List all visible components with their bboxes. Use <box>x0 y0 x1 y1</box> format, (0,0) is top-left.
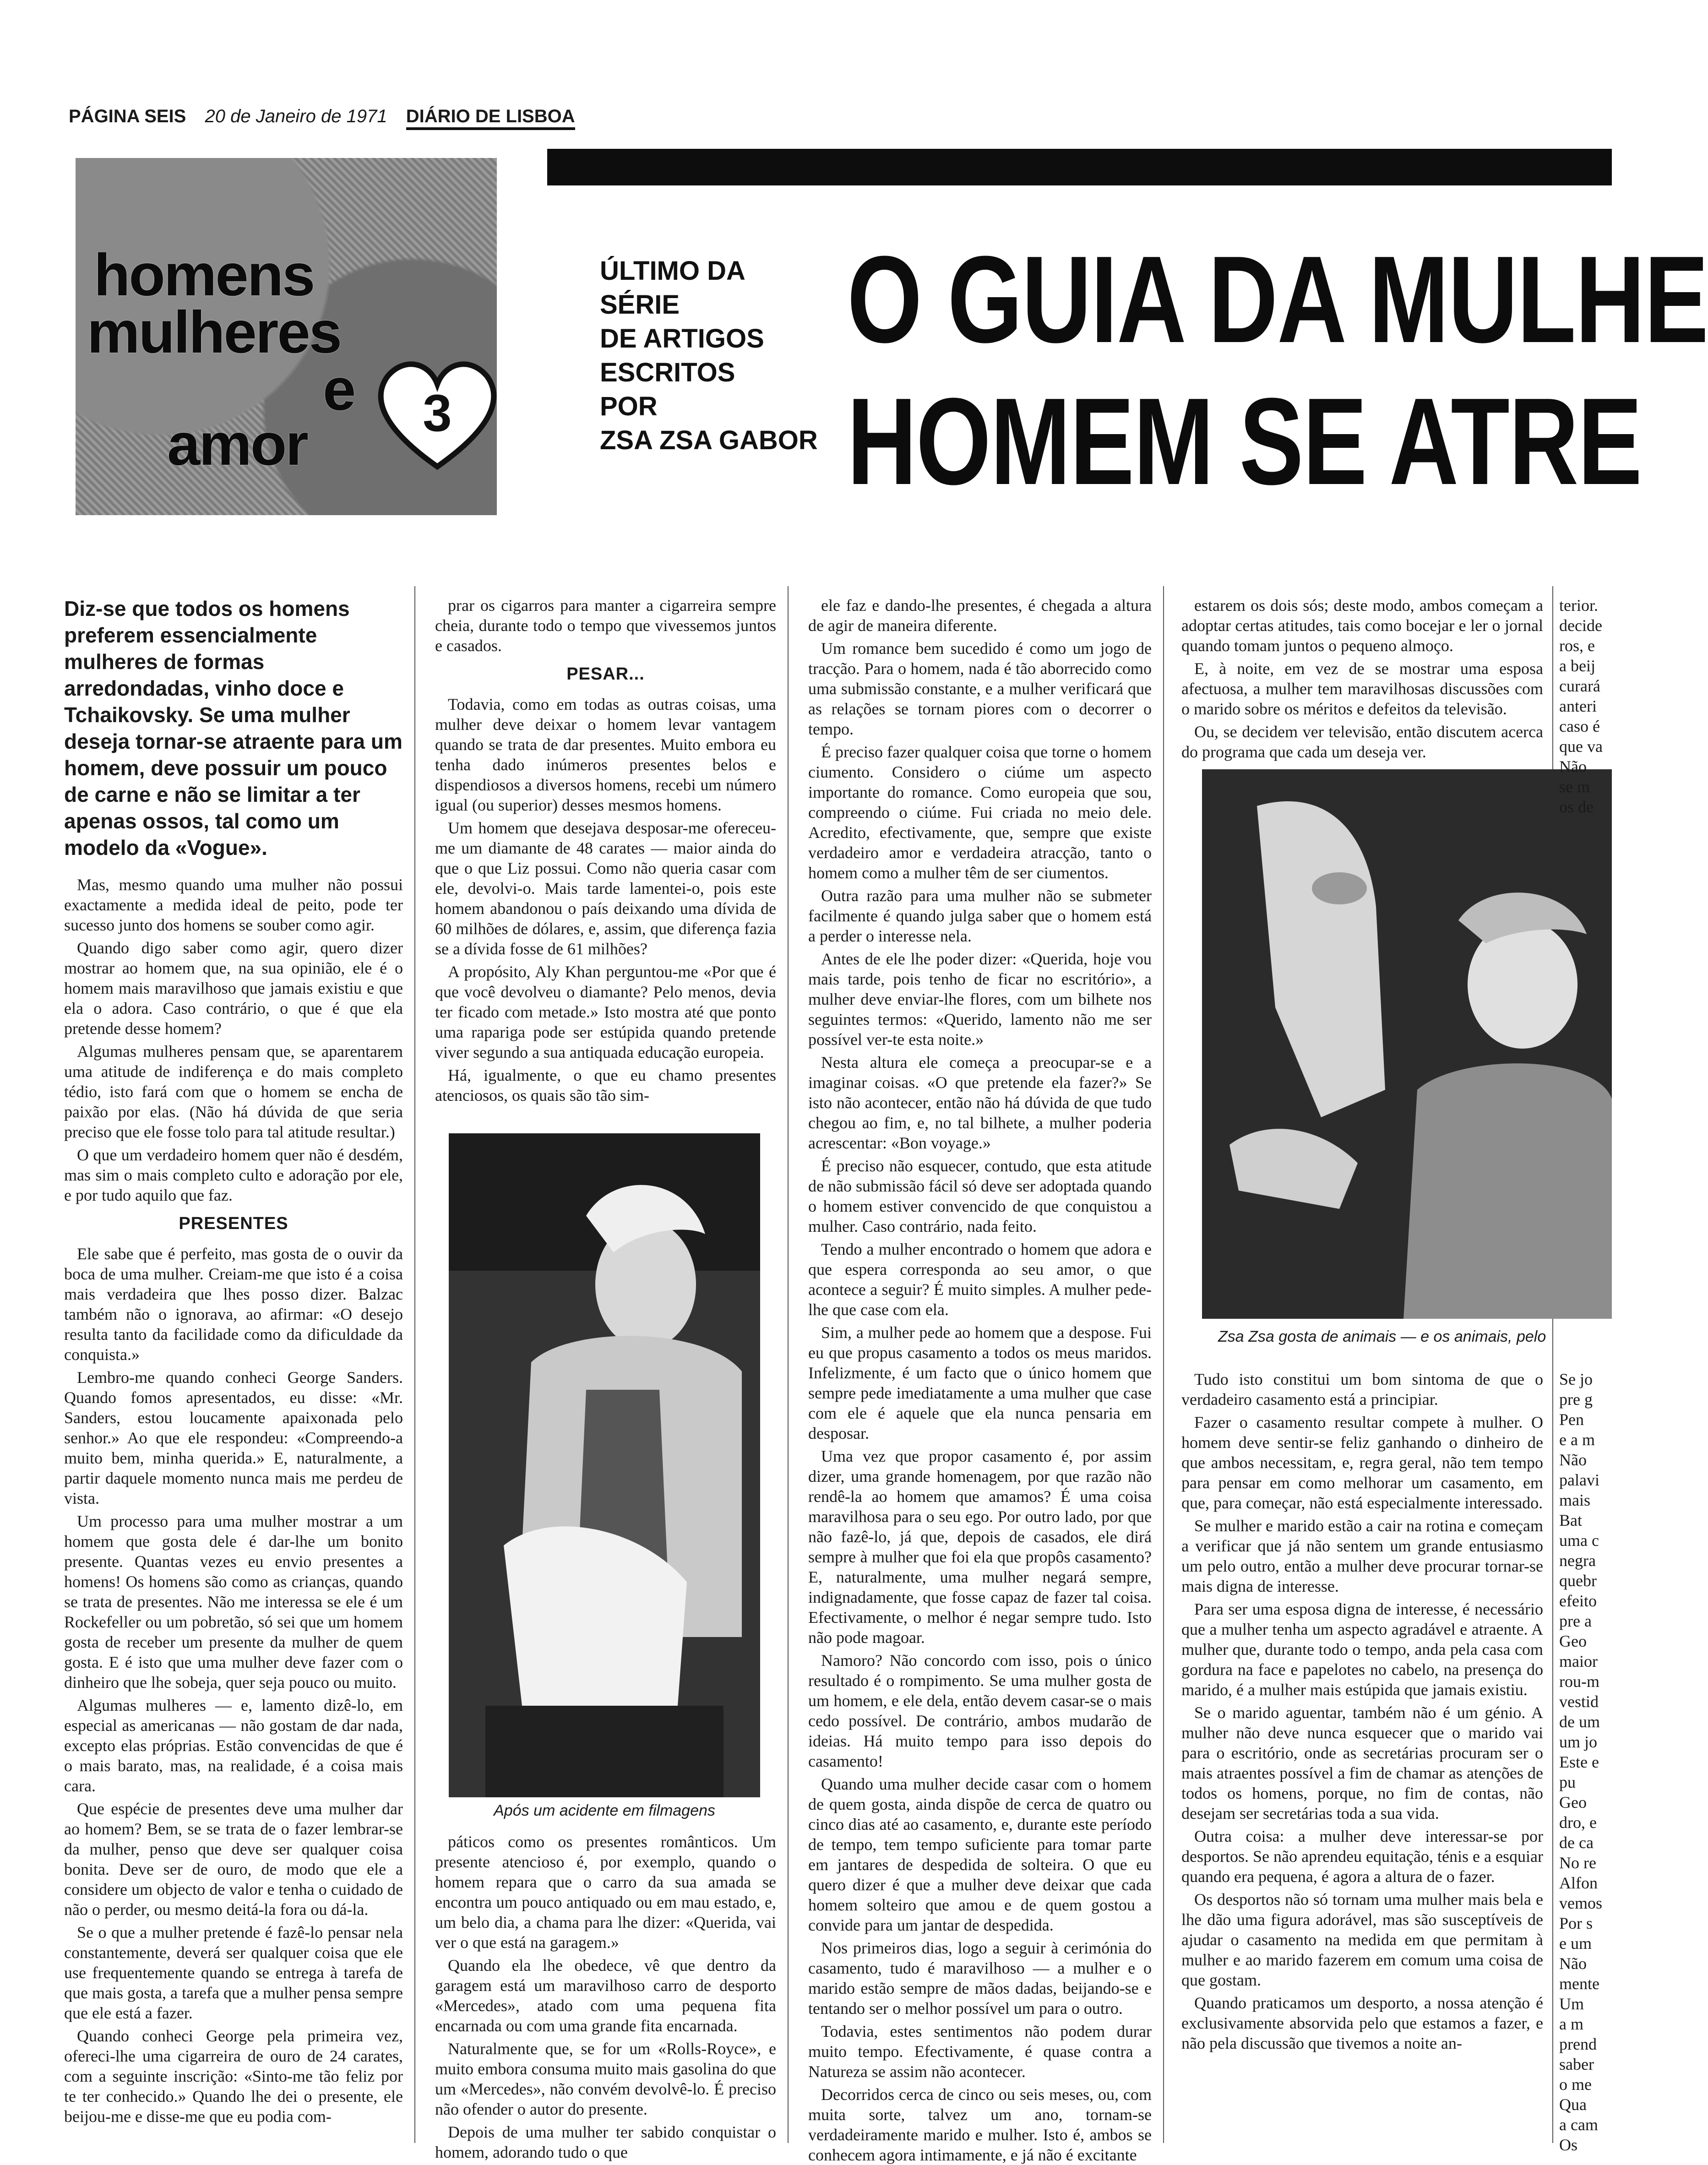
truncated-line: a beij <box>1559 657 1595 675</box>
paragraph: Quando conheci George pela primeira vez, ofereci-lhe uma cigarreira de ouro de 24 carates, com a seguinte inscrição: «Sinto-me tão feliz por te ter conhecido.» Quando lhe dei o presente, ele beijou-me e disse-me que eu podia com- <box>64 2027 403 2126</box>
headline-line-1: O GUIA DA MULHE <box>847 231 1708 369</box>
paragraph: Todavia, como em todas as outras coisas, uma mulher deve deixar o homem levar vantagem quando se trata de dar presentes. Muito embora eu tenha dado inúmeros presentes belos e dispendiosos a diversos homens, recebi um número igual (ou superior) desses mesmos homens. <box>435 695 776 814</box>
paragraph: Lembro-me quando conheci George Sanders. Quando fomos apresentados, eu disse: «Mr. Sanders, estou loucamente apaixonada pelo senhor.» Ao que ele respondeu: «Compreendo-a muito bem, minha querida.» E, naturalmente, a partir daquele momento nunca mais me perdeu de vista. <box>64 1368 403 1507</box>
truncated-line: o me <box>1559 2075 1592 2094</box>
truncated-line: pre a <box>1559 1612 1592 1630</box>
truncated-line: Não <box>1559 757 1587 776</box>
article-column-2-bottom <box>435 1832 776 2161</box>
truncated-line: No re <box>1559 1854 1596 1872</box>
badge-word-amor: amor <box>167 411 307 478</box>
paragraph: Quando ela lhe obedece, vê que dentro da garagem está um maravilhoso carro de desporto «Mercedes», atado com uma pequena fita encarnada ou com uma grande fita encarnada. <box>435 1956 776 2035</box>
paragraph: Algumas mulheres — e, lamento dizê-lo, em especial as americanas — não gostam de dar nada, excepto elas próprias. Estão convencidas de que é o mais barato, mas, na realidade, é a coisa mais cara. <box>64 1696 403 1795</box>
truncated-line: pre g <box>1559 1390 1593 1409</box>
series-note-line: SÉRIE <box>600 290 680 320</box>
paragraph: Se o que a mulher pretende é fazê-lo pensar nela constantemente, deverá ser qualquer coisa que ele use frequentemente quando se entrega à tarefa de que mais gosta, a tarefa que a mulher pensa sempre que ele está a fazer. <box>64 1923 403 2022</box>
truncated-line: mais <box>1559 1491 1590 1509</box>
paragraph: Ou, se decidem ver televisão, então discutem acerca do programa que cada um deseja ver. <box>1181 723 1543 761</box>
truncated-line: caso é <box>1559 717 1600 735</box>
subheading-presentes: PRESENTES <box>179 1214 288 1233</box>
article-column-1 <box>64 595 403 2125</box>
photo-caption-1: Após um acidente em filmagens <box>494 1802 715 1819</box>
article-column-3 <box>808 595 1152 2164</box>
paragraph: Naturalmente que, se for um «Rolls-Royce», e muito embora consuma muito mais gasolina do que um «Mercedes», não convém devolvê-lo. É preciso não ofender o autor do presente. <box>435 2040 776 2118</box>
truncated-line: pu <box>1559 1773 1576 1791</box>
paragraph: E, à noite, em vez de se mostrar uma esposa afectuosa, a mulher tem maravilhosas discussões com o marido sobre os méritos e defeitos da televisão. <box>1181 659 1543 718</box>
badge-word-homens: homens <box>94 241 314 308</box>
paragraph: ele faz e dando-lhe presentes, é chegada a altura de agir de maneira diferente. <box>808 596 1152 635</box>
paragraph: Antes de ele lhe poder dizer: «Querida, hoje vou mais tarde, pois tenho de ficar no escritório», a mulher deve enviar-lhe flores, com um bilhete nos seguintes termos: «Querido, lamento não me ser possível ver-te esta noite.» <box>808 950 1152 1049</box>
paragraph: Há, igualmente, o que eu chamo presentes atenciosos, os quais são tão sim- <box>435 1066 776 1104</box>
truncated-line: Geo <box>1559 1793 1587 1811</box>
series-note-line: DE ARTIGOS <box>600 324 764 354</box>
truncated-line: vemos <box>1559 1894 1602 1912</box>
paragraph: Decorridos cerca de cinco ou seis meses, ou, com muita sorte, talvez um ano, tornam-se verdadeiramente marido e mulher. Isto é, ambos se conhecem agora intimamente, e já não é excitante <box>808 2085 1152 2164</box>
heart-icon <box>369 346 506 483</box>
series-note-line: ÚLTIMO DA <box>600 256 745 286</box>
paragraph: Nesta altura ele começa a preocupar-se e a imaginar coisas. «O que pretende ela fazer?» Se isto não acontecer, então não há dúvida de que tudo chegou ao fim, e, no tal bilhete, a mulher poderia acrescentar: «Bon voyage.» <box>808 1053 1152 1152</box>
truncated-line: palavi <box>1559 1471 1599 1489</box>
truncated-line: Pen <box>1559 1410 1584 1429</box>
truncated-line: Alfon <box>1559 1874 1598 1892</box>
truncated-line: dro, e <box>1559 1813 1597 1832</box>
truncated-line: ros, e <box>1559 636 1595 655</box>
subheading-pesar: PESAR... <box>566 664 645 684</box>
masthead <box>69 106 575 127</box>
paragraph: Uma vez que propor casamento é, por assim dizer, uma grande homenagem, por que razão não rendê-la ao homem que amamos? É uma coisa maravilhosa para o seu ego. Por outro lado, por que não fazê-lo, já que, depois de casados, ele dirá sempre à mulher que foi ela que propôs casamento? E, naturalmente, uma mulher negará sempre, indignadamente, que fosse capaz de fazer tal coisa. Efectivamente, o melhor é negar sempre tudo. Isto não pode magoar. <box>808 1447 1152 1647</box>
paragraph: Para ser uma esposa digna de interesse, é necessário que a mulher tenha um aspecto agradável e atraente. A mulher que, durante todo o tempo, anda pela casa com gordura na face e papelotes no cabelo, na presença do marido, é a mulher mais estúpida que jamais existiu. <box>1181 1600 1543 1699</box>
paragraph: Fazer o casamento resultar compete à mulher. O homem deve sentir-se feliz ganhando o dinheiro de que ambos necessitam, e, regra geral, não tem tempo para pensar em como melhorar um casamento, em que, para começar, não está especialmente interessado. <box>1181 1413 1543 1512</box>
truncated-line: Qua <box>1559 2095 1587 2114</box>
paragraph: É preciso fazer qualquer coisa que torne o homem ciumento. Considero o ciúme um aspecto importante do romance. Como europeia que sou, compreendo o ciúme. Fui criada no meio dele. Acredito, efectivamente, que, sempre que existe verdadeiro amor e verdadeira atracção, tanto o homem como a mulher têm de ser ciumentos. <box>808 743 1152 882</box>
paragraph: Namoro? Não concordo com isso, pois o único resultado é o rompimento. Se uma mulher gosta de um homem, e ele dela, então devem casar-se o mais cedo possível. De contrário, ambos mudarão de ideias. Há muito tempo para isso depois do casamento! <box>808 1651 1152 1770</box>
truncated-line: os de <box>1559 798 1594 816</box>
paragraph: O que um verdadeiro homem quer não é desdém, mas sim o mais completo culto e adoração por ele, e por tudo aquilo que faz. <box>64 1146 403 1204</box>
truncated-line: anteri <box>1559 697 1597 715</box>
truncated-line: quebr <box>1559 1572 1597 1590</box>
truncated-line: e um <box>1559 1934 1592 1953</box>
photo-illustration <box>449 1133 760 1797</box>
truncated-line: mente <box>1559 1975 1599 1993</box>
paragraph: páticos como os presentes românticos. Um presente atencioso é, por exemplo, quando o homem repara que o carro da sua amada se encontra um pouco antiquado ou em mau estado, e, um belo dia, a chama para lhe dizer: «Querida, vai ver o que está na garagem.» <box>435 1833 776 1952</box>
paragraph: Os desportos não só tornam uma mulher mais bela e lhe dão uma figura adorável, mas são susceptíveis de ajudar o casamento na medida em que permitam à mulher e ao marido fazerem em comum uma coisa de que gostam. <box>1181 1890 1543 1989</box>
paragraph: Algumas mulheres pensam que, se aparentarem uma atitude de indiferença e do mais completo tédio, isto fará com que o homem se encha de paixão por elas. (Não há dúvida de que seria preciso que ele fosse tolo para tal atitude resultar.) <box>64 1042 403 1141</box>
truncated-line: Os <box>1559 2136 1578 2154</box>
paragraph: estarem os dois sós; deste modo, ambos começam a adoptar certas atitudes, tais como bocejar e ler o jornal quando tomam juntos o pequeno almoço. <box>1181 596 1543 655</box>
badge-word-e: e <box>323 356 355 423</box>
truncated-line: a m <box>1559 2015 1583 2033</box>
truncated-line: decide <box>1559 616 1602 635</box>
truncated-line: Se jo <box>1559 1370 1593 1388</box>
paragraph: Outra coisa: a mulher deve interessar-se por desportos. Se não aprendeu equitação, ténis e a esquiar quando era pequena, é agora a altura de o fazer. <box>1181 1827 1543 1886</box>
article-column-4-top <box>1181 595 1543 761</box>
column-rule <box>414 586 415 2143</box>
truncated-line: uma c <box>1559 1531 1599 1550</box>
issue-date: 20 de Janeiro de 1971 <box>205 106 387 126</box>
truncated-line: um jo <box>1559 1733 1598 1751</box>
paragraph: Outra razão para uma mulher não se submeter facilmente é quando julga saber que o homem está a perder o interesse nela. <box>808 887 1152 945</box>
series-note-line: POR <box>600 392 658 421</box>
paragraph: Se mulher e marido estão a cair na rotina e começam a verificar que já não sentem um grande entusiasmo um pelo outro, então a mulher deve procurar tornar-se mais digna de interesse. <box>1181 1517 1543 1595</box>
paragraph: Depois de uma mulher ter sabido conquistar o homem, adorando tudo o que <box>435 2123 776 2161</box>
truncated-line: efeito <box>1559 1592 1597 1610</box>
paragraph: Ele sabe que é perfeito, mas gosta de o ouvir da boca de uma mulher. Creiam-me que isto é a coisa mais verdadeira que lhes posso dizer. Balzac também não o ignorava, ao afirmar: «O desejo resulta tanto da facilidade como da dificuldade da conquista.» <box>64 1245 403 1364</box>
column-rule <box>788 586 789 2143</box>
paragraph: Quando uma mulher decide casar com o homem de quem gosta, ainda dispõe de cerca de quatro ou cinco dias até ao casamento, e, durante este período de tempo, tem tempo suficiente para tomar parte em jantares de despedida de solteira. O que eu quero dizer é que a mulher deve deixar que cada homem solteiro que amou e de quem gostou a convide para um jantar de despedida. <box>808 1775 1152 1934</box>
article-lead: Diz-se que todos os homens preferem essencialmente mulheres de formas arredondadas, vinho doce e Tchaikovsky. Se uma mulher deseja tornar-se atraente para um homem, deve possuir um pouco de carne e não se limitar a ter apenas ossos, tal como um modelo da «Vogue». <box>64 597 403 859</box>
truncated-line: terior. <box>1559 596 1598 615</box>
paragraph: Que espécie de presentes deve uma mulher dar ao homem? Bem, se se trata de o fazer lembrar-se da mulher, penso que deve ser qualquer coisa bonita. Deve ser de ouro, de modo que ele a considere um objecto de valor e tenha o cuidado de não o perder, ou mesmo deitá-la fora ou dá-la. <box>64 1800 403 1919</box>
badge-number: 3 <box>423 384 452 442</box>
truncated-line: Bat <box>1559 1511 1582 1529</box>
truncated-line: vestid <box>1559 1692 1599 1711</box>
page-label: PÁGINA SEIS <box>69 106 186 126</box>
column-rule <box>1163 586 1164 2143</box>
article-column-5-top <box>1559 595 1612 816</box>
paragraph: Tendo a mulher encontrado o homem que adora e que espera corresponda ao seu amor, o que acontece a seguir? É muito simples. A mulher pede-lhe que case com ela. <box>808 1240 1152 1319</box>
truncated-line: Este e <box>1559 1753 1599 1771</box>
photo-zsa-zsa-accident <box>449 1133 760 1797</box>
truncated-line: maior <box>1559 1652 1598 1670</box>
truncated-line: Não <box>1559 1451 1587 1469</box>
paragraph: Tudo isto constitui um bom sintoma de que o verdadeiro casamento está a principiar. <box>1181 1370 1543 1409</box>
newspaper-name: DIÁRIO DE LISBOA <box>406 106 575 130</box>
photo-zsa-zsa-animals <box>1202 769 1612 1319</box>
paragraph: Nos primeiros dias, logo a seguir à cerimónia do casamento, tudo é maravilhoso — a mulher e o marido estão sempre de mãos dadas, beijando-se e tentando ser o melhor possível um para o outro. <box>808 1939 1152 2018</box>
truncated-line: prend <box>1559 2035 1597 2053</box>
paragraph: Todavia, estes sentimentos não podem durar muito tempo. Efectivamente, é quase contra a Natureza se assim não acontecer. <box>808 2022 1152 2081</box>
photo-illustration <box>1202 769 1612 1319</box>
truncated-line: se m <box>1559 778 1590 796</box>
truncated-line: curará <box>1559 677 1600 695</box>
truncated-line: de um <box>1559 1713 1600 1731</box>
paragraph: Sim, a mulher pede ao homem que a despose. Fui eu que propus casamento a todos os meus maridos. Infelizmente, é um facto que o único homem que sempre pede imediatamente a uma mulher que case com ele é aquele que ela nunca pensaria em desposar. <box>808 1323 1152 1442</box>
truncated-line: rou-m <box>1559 1672 1599 1691</box>
paragraph: Se o marido aguentar, também não é um génio. A mulher não deve nunca esquecer que o marido vai para o escritório, onde as secretárias procuram ser o mais atraentes possível a fim de chamar as atenções de todos os homens, porque, no fim de contas, não desejam ser secretárias toda a sua vida. <box>1181 1703 1543 1822</box>
article-column-4-bottom <box>1181 1369 1543 2143</box>
series-badge <box>76 158 497 515</box>
truncated-line: negra <box>1559 1551 1596 1570</box>
paragraph: Quando praticamos um desporto, a nossa atenção é exclusivamente absorvida pelo que estamos a fazer, e não pela discussão que tivemos a noite an- <box>1181 1994 1543 2052</box>
headline-line-2: HOMEM SE ATRE <box>847 373 1642 511</box>
paragraph: prar os cigarros para manter a cigarreira sempre cheia, durante todo o tempo que vivessemos juntos e casados. <box>435 596 776 655</box>
truncated-line: que va <box>1559 737 1603 756</box>
truncated-line: a cam <box>1559 2116 1598 2134</box>
paragraph: A propósito, Aly Khan perguntou-me «Por que é que você devolveu o diamante? Pelo menos, devia ter ficado com metade.» Isto mostra até que ponto uma rapariga pode ser estúpida quando pretende viver segundo a sua antiquada educação europeia. <box>435 963 776 1061</box>
series-note <box>600 254 818 457</box>
truncated-line: Não <box>1559 1954 1587 1973</box>
article-column-2-top <box>435 595 776 1126</box>
article-column-5-bottom <box>1559 1369 1612 2154</box>
truncated-line: Geo <box>1559 1632 1587 1650</box>
badge-word-mulheres: mulheres <box>87 299 341 365</box>
truncated-line: saber <box>1559 2055 1594 2073</box>
paragraph: Um romance bem sucedido é como um jogo de tracção. Para o homem, nada é tão aborrecido como uma submissão constante, e a mulher verificará que as relações se tornam piores com o decorrer o tempo. <box>808 639 1152 738</box>
truncated-line: e a m <box>1559 1431 1595 1449</box>
series-note-line: ZSA ZSA GABOR <box>600 425 818 455</box>
paragraph: Quando digo saber como agir, quero dizer mostrar ao homem que, na sua opinião, ele é o homem mais maravilhoso que jamais existiu e que ela o adora. Caso contrário, o que é que ela pretende desse homem? <box>64 939 403 1038</box>
series-note-line: ESCRITOS <box>600 358 735 387</box>
truncated-line: Um <box>1559 1995 1584 2013</box>
paragraph: Um homem que desejava desposar-me ofereceu-me um diamante de 48 carates — maior ainda do que o que Liz possui. Como não queria casar com ele, devolvi-o. Mais tarde lamentei-o, pois este homem abandonou o país deixando uma dívida de 60 milhões de dólares, e, assim, que diferença fazia se a dívida fosse de 61 milhões? <box>435 819 776 958</box>
truncated-line: Por s <box>1559 1914 1593 1932</box>
paragraph: Mas, mesmo quando uma mulher não possui exactamente a medida ideal de peito, pode ter sucesso junto dos homens se souber como agir. <box>64 876 403 934</box>
paragraph: Um processo para uma mulher mostrar a um homem que gosta dele é dar-lhe um bonito presente. Quantas vezes eu envio presentes a homens! Os homens são como as crianças, quando se trata de presentes. Não me interessa se ele é um Rockefeller ou um pobretão, só sei que um homem gosta de receber um presente da mulher de quem gosta. E é isto que uma mulher deve fazer com o dinheiro que lhe sobeja, quer seja pouco ou muito. <box>64 1512 403 1692</box>
photo-caption-2: Zsa Zsa gosta de animais — e os animais, pelo <box>1218 1328 1546 1345</box>
paragraph: É preciso não esquecer, contudo, que esta atitude de não submissão fácil só deve ser adoptada quando o homem estiver convencido de que conquistou a mulher. Caso contrário, nada feito. <box>808 1157 1152 1235</box>
header-black-bar <box>547 149 1612 185</box>
truncated-line: de ca <box>1559 1833 1594 1852</box>
